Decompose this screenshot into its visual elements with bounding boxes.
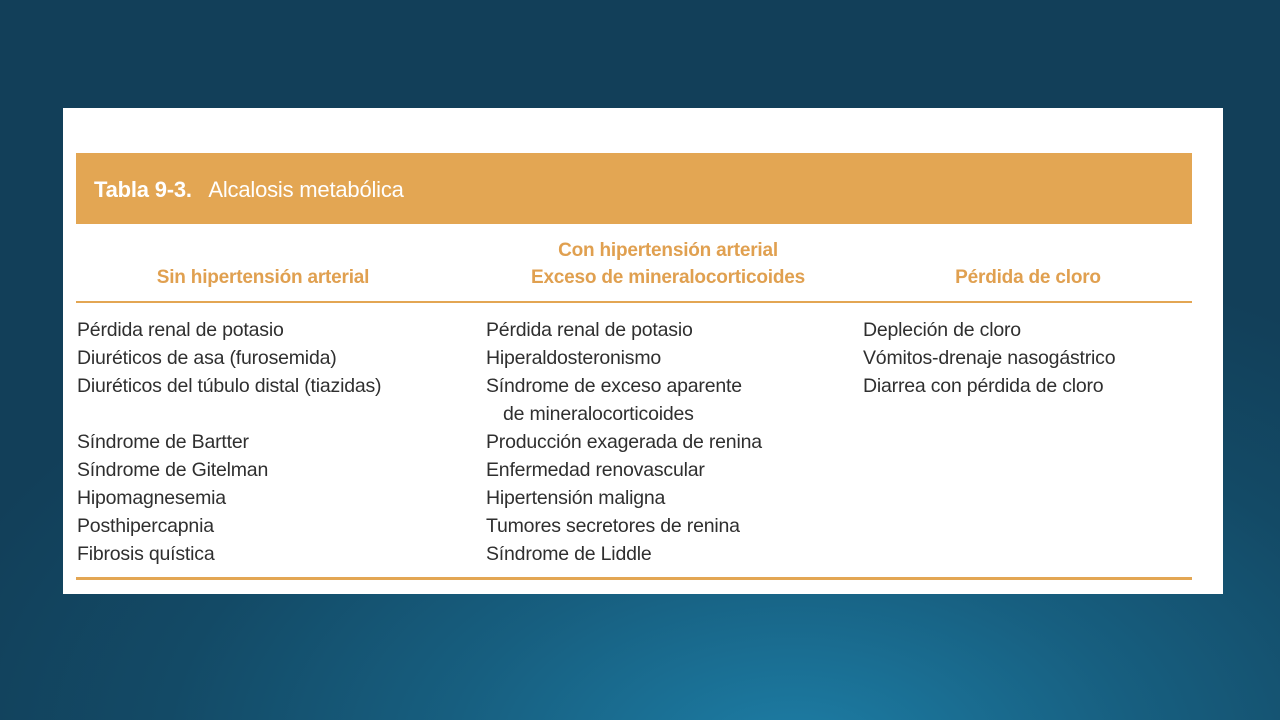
list-spacer	[77, 400, 381, 428]
list-item-continuation	[486, 400, 762, 428]
table-title-bar	[76, 153, 1192, 224]
table-number: Tabla 9-3.	[94, 177, 192, 202]
column-header-con-hipertension	[468, 237, 868, 291]
list-item: Pérdida renal de potasio	[77, 319, 284, 341]
list-item: Depleción de cloro	[863, 319, 1021, 341]
list-item: Enfermedad renovascular	[486, 459, 705, 481]
column-con-hipertension-list	[486, 316, 762, 568]
list-item: Síndrome de Liddle	[486, 543, 652, 565]
table-image	[63, 108, 1223, 594]
table-title	[94, 177, 404, 203]
column-header-line: Exceso de mineralocorticoides	[530, 267, 806, 288]
list-item: Síndrome de Gitelman	[77, 459, 269, 481]
list-item: Diuréticos de asa (furosemida)	[77, 347, 337, 369]
column-header-line: Pérdida de cloro	[955, 267, 1101, 288]
list-item: Hiperaldosteronismo	[486, 347, 662, 369]
list-item: Diuréticos del túbulo distal (tiazidas)	[77, 375, 382, 397]
list-item: Pérdida renal de potasio	[486, 319, 693, 341]
list-item: Hipertensión maligna	[486, 487, 666, 509]
column-header-line: Con hipertensión arterial	[558, 240, 778, 261]
list-item: Producción exagerada de renina	[486, 431, 762, 453]
list-item: Diarrea con pérdida de cloro	[863, 375, 1104, 397]
column-perdida-cloro-list	[863, 316, 1115, 400]
list-item: Posthipercapnia	[77, 515, 214, 537]
column-header-perdida-cloro	[908, 264, 1148, 291]
list-item: Fibrosis quística	[77, 543, 215, 565]
table-bottom-rule	[76, 577, 1192, 580]
list-item: Vómitos-drenaje nasogástrico	[863, 347, 1116, 369]
column-sin-hipertension-list	[77, 316, 381, 568]
list-item-continuation-text: de mineralocorticoides	[503, 403, 694, 425]
list-item: Hipomagnesemia	[77, 487, 226, 509]
list-item: Síndrome de Bartter	[77, 431, 249, 453]
column-header-sin-hipertension	[113, 264, 413, 291]
list-item: Síndrome de exceso aparente	[486, 375, 742, 397]
list-item: Tumores secretores de renina	[486, 515, 740, 537]
header-divider	[76, 301, 1192, 303]
table-title-text: Alcalosis metabólica	[208, 177, 404, 202]
column-header-line: Sin hipertensión arterial	[156, 267, 370, 288]
